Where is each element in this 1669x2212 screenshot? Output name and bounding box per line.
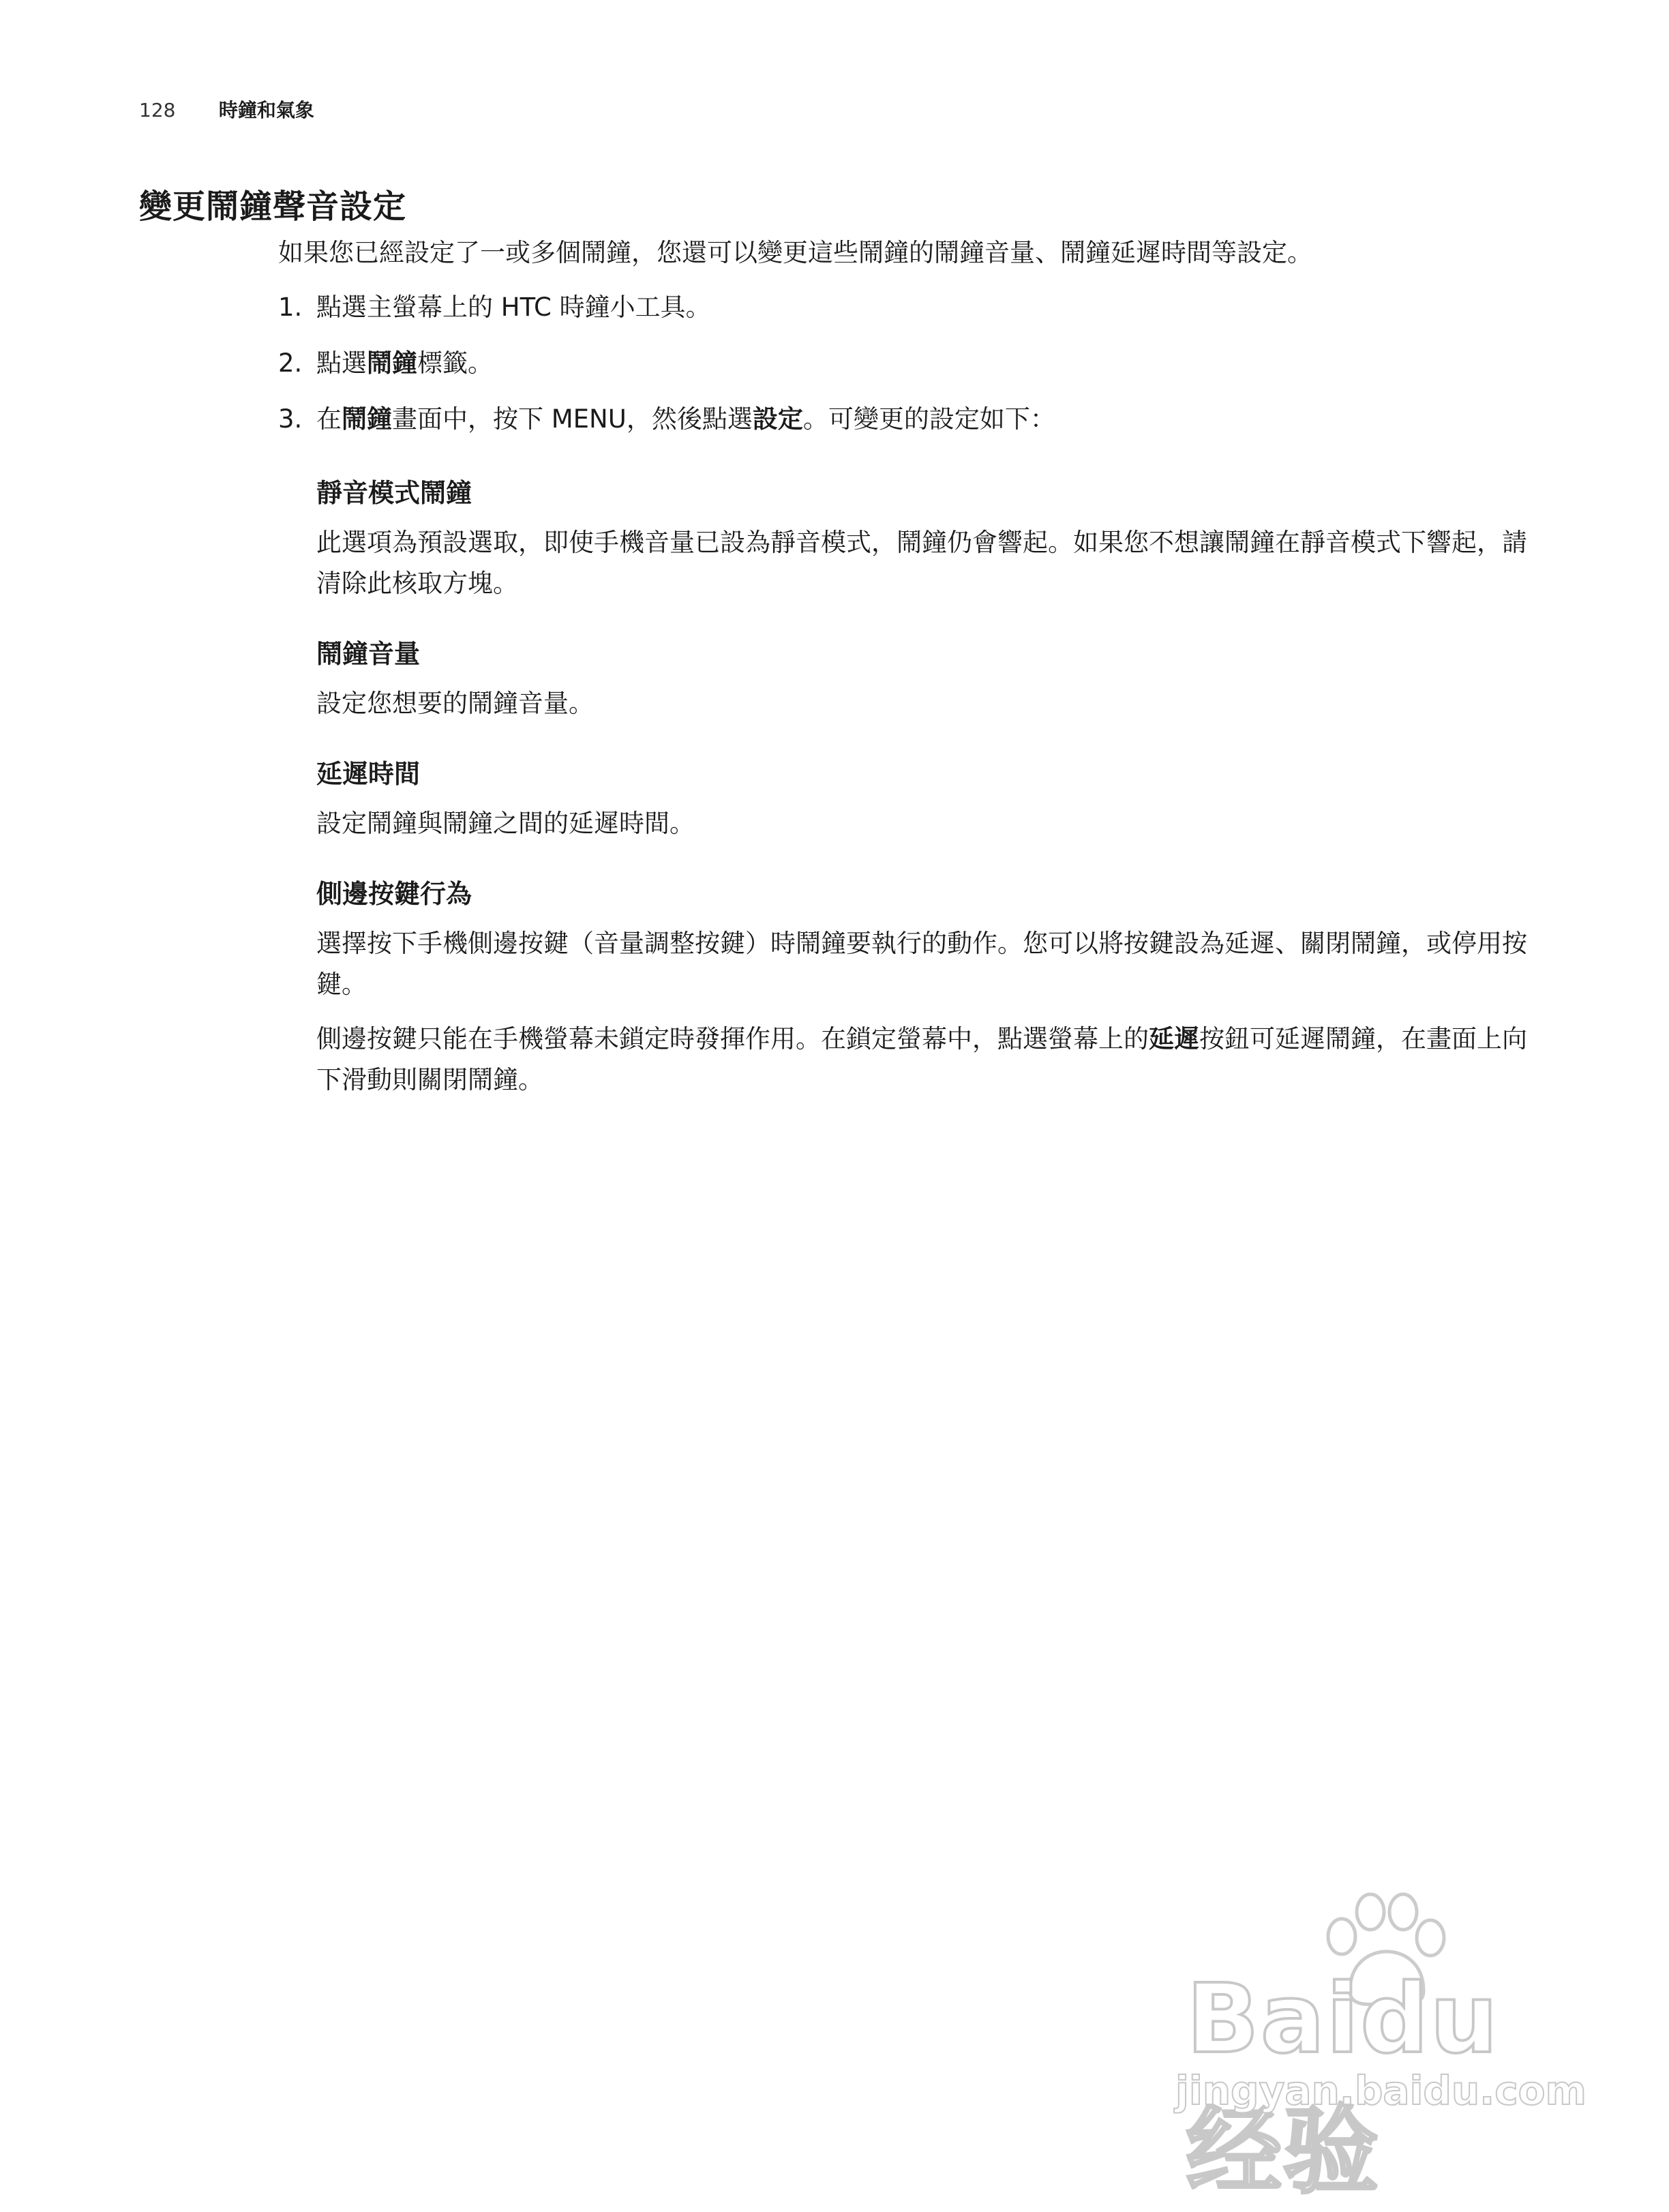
step-text: 畫面中，按下 MENU，然後點選 — [392, 404, 753, 434]
step-2 — [278, 346, 1533, 402]
note-text: 側邊按鍵只能在手機螢幕未鎖定時發揮作用。在鎖定螢幕中，點選螢幕上的 — [316, 1024, 1149, 1053]
step-text: 標籤。 — [417, 348, 493, 378]
setting-alarm-volume — [316, 637, 1537, 724]
step-number: 3. — [278, 404, 303, 434]
step-text: 。可變更的設定如下： — [802, 404, 1055, 434]
setting-description-note — [316, 1019, 1537, 1101]
step-text: 點選主螢幕上的 HTC 時鐘小工具。 — [316, 293, 711, 322]
setting-title: 側邊按鍵行為 — [316, 879, 472, 909]
section-title: 變更鬧鐘聲音設定 — [139, 188, 407, 226]
step-1 — [278, 290, 1533, 346]
step-bold: 鬧鐘 — [367, 348, 417, 378]
setting-title: 鬧鐘音量 — [316, 639, 421, 669]
setting-description: 設定您想要的鬧鐘音量。 — [316, 689, 594, 718]
step-number: 1. — [278, 293, 303, 322]
page-number: 128 — [139, 99, 176, 121]
settings-list — [316, 476, 1537, 1133]
page-header — [139, 95, 314, 123]
setting-side-button-behavior — [316, 877, 1537, 1101]
setting-title: 延遲時間 — [316, 759, 421, 789]
step-3 — [278, 402, 1533, 458]
step-text: 點選 — [316, 348, 367, 378]
baidu-watermark — [1173, 1889, 1587, 2207]
intro-paragraph: 如果您已經設定了一或多個鬧鐘，您還可以變更這些鬧鐘的鬧鐘音量、鬧鐘延遲時間等設定。 — [278, 238, 1312, 267]
step-text: 在 — [316, 404, 342, 434]
step-bold: 鬧鐘 — [342, 404, 392, 434]
chapter-title: 時鐘和氣象 — [218, 99, 314, 121]
setting-title: 靜音模式鬧鐘 — [316, 478, 472, 508]
steps-list — [278, 290, 1533, 458]
note-text: 按鈕可延遲鬧鐘，在畫面上向下滑動則關閉鬧鐘。 — [316, 1024, 1527, 1094]
setting-silent-mode-alarm — [316, 476, 1537, 604]
step-number: 2. — [278, 348, 303, 378]
watermark-url: jingyan.baidu.com — [1175, 2067, 1587, 2114]
setting-description: 此選項為預設選取，即使手機音量已設為靜音模式，鬧鐘仍會響起。如果您不想讓鬧鐘在靜音模式下響起，請清除此核取方塊。 — [316, 528, 1527, 598]
setting-snooze-duration — [316, 757, 1537, 844]
watermark-logo-text: Baidu经验 — [1186, 1964, 1500, 2207]
setting-description: 設定鬧鐘與鬧鐘之間的延遲時間。 — [316, 809, 695, 838]
note-bold: 延遲 — [1149, 1024, 1199, 1053]
setting-description: 選擇按下手機側邊按鍵（音量調整按鍵）時鬧鐘要執行的動作。您可以將按鍵設為延遲、關閉鬧鐘，或停用按鍵。 — [316, 929, 1527, 999]
step-bold: 設定 — [752, 404, 803, 434]
